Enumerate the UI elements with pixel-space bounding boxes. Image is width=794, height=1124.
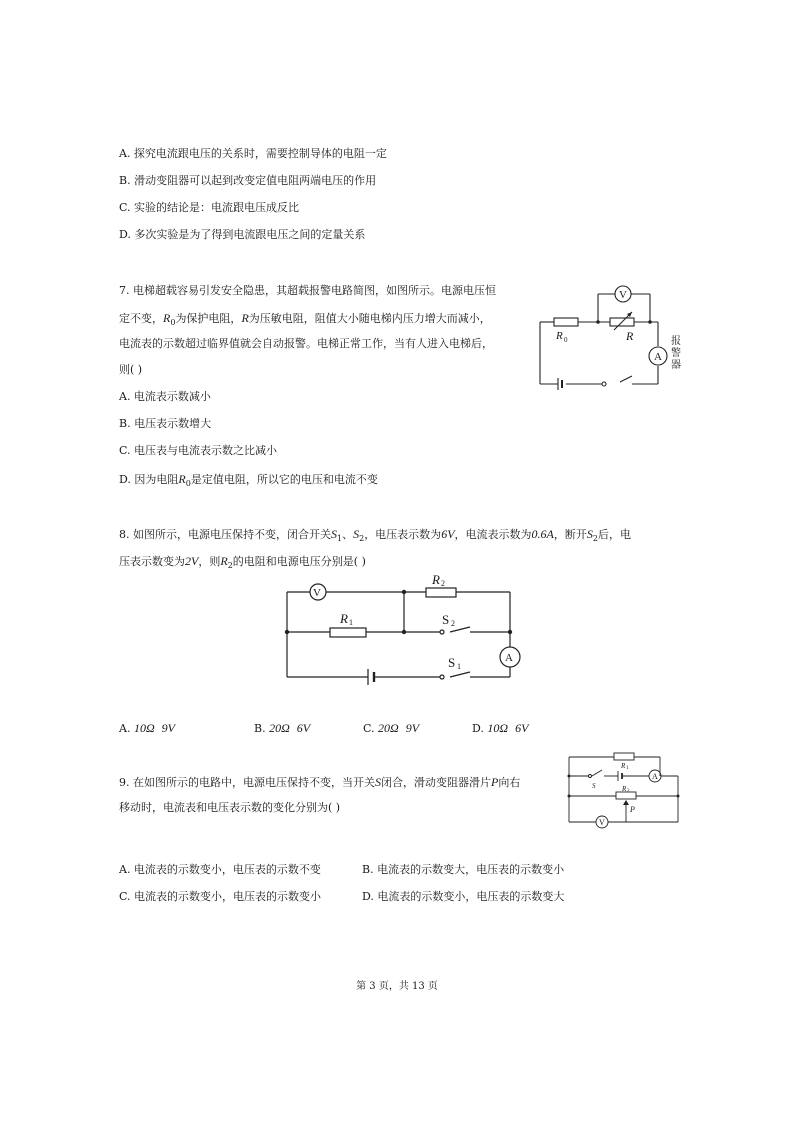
- q9-r2-sub: 2: [627, 789, 630, 794]
- q9-voltmeter-label: V: [599, 818, 605, 827]
- q9-r1-label: R: [621, 762, 626, 770]
- q6-option-d: D. 多次实验是为了得到电流跟电压之间的定量关系: [119, 228, 366, 241]
- q9-p-label: P: [630, 805, 635, 814]
- q9-stem-line2: 移动时，电流表和电压表示数的变化分别为( ): [119, 801, 341, 814]
- q8-option-a: A. 10Ω 9V: [119, 721, 175, 735]
- q8-option-c: C. 20Ω 9V: [363, 721, 420, 735]
- q7-alarm-char-1: 报: [671, 336, 681, 347]
- q8-voltmeter-label: V: [313, 587, 321, 599]
- q8-option-b: B. 20Ω 6V: [254, 721, 311, 735]
- q8-circuit-diagram: [280, 572, 530, 692]
- q8-option-d: D. 10Ω 6V: [472, 721, 529, 735]
- q8-r1-label: R: [340, 611, 348, 626]
- q6-option-b: B. 滑动变阻器可以起到改变定值电阻两端电压的作用: [119, 174, 377, 187]
- q8-s2-sub: 2: [451, 619, 455, 628]
- q7-r0-label: R: [556, 330, 563, 342]
- q7-r-label: R: [626, 329, 634, 343]
- q9-option-d: D. 电流表的示数变小，电压表的示数变大: [362, 890, 565, 903]
- q9-ammeter-label: A: [652, 772, 658, 781]
- q9-s-label: S: [592, 782, 596, 790]
- q8-stem-line2: 压表示数变为2V，则$R_2$的电阻和电源电压分别是( ): [119, 554, 366, 571]
- q7-stem-line1: 7. 电梯超载容易引发安全隐患，其超载报警电路简图，如图所示。电源电压恒: [119, 284, 496, 297]
- q9-option-b: B. 电流表的示数变大，电压表的示数变小: [362, 863, 565, 876]
- q7-option-d: D. 因为电阻$R_0$是定值电阻，所以它的电压和电流不变: [119, 472, 378, 489]
- q8-r2-label: R: [432, 572, 440, 587]
- page-footer: 第 3 页，共 13 页: [356, 981, 438, 992]
- q8-stem-line1: 8. 如图所示，电源电压保持不变，闭合开关$S_1$、$S_2$，电压表示数为6V，电流表示数为0.6A，断开$S_2$后，电: [119, 527, 631, 544]
- q8-s1-sub: 1: [457, 662, 461, 671]
- q9-option-c: C. 电流表的示数变小，电压表的示数变小: [119, 890, 322, 903]
- q7-option-c: C. 电压表与电流表示数之比减小: [119, 444, 278, 457]
- q7-ammeter-label: A: [654, 351, 662, 363]
- q7-alarm-char-2: 警: [671, 348, 681, 359]
- q7-voltmeter-label: V: [619, 289, 627, 301]
- q7-alarm-char-3: 器: [671, 360, 681, 371]
- q7-option-b: B. 电压表示数增大: [119, 417, 212, 430]
- q7-circuit-diagram: [530, 278, 690, 394]
- q6-option-a: A. 探究电流跟电压的关系时，需要控制导体的电阻一定: [119, 147, 387, 160]
- q9-r1-sub: 1: [626, 766, 629, 771]
- q9-stem-line1: 9. 在如图所示的电路中，电源电压保持不变，当开关S闭合，滑动变阻器滑片P向右: [119, 775, 521, 789]
- q7-stem-line2: 定不变，$R_0$为保护电阻，R为压敏电阻，阻值大小随电梯内压力增大而减小，: [119, 311, 491, 328]
- q9-option-a: A. 电流表的示数变小，电压表的示数不变: [119, 863, 321, 876]
- q9-r2-label: R: [622, 785, 627, 793]
- q8-r2-sub: 2: [441, 579, 445, 588]
- q7-option-a: A. 电流表示数减小: [119, 390, 211, 403]
- q9-circuit-diagram: [564, 748, 684, 826]
- q6-option-c: C. 实验的结论是：电流跟电压成反比: [119, 201, 300, 214]
- q7-stem-line4: 则( ): [119, 363, 143, 376]
- q8-r1-sub: 1: [349, 618, 353, 627]
- q8-s1-label: S: [448, 655, 456, 670]
- q8-s2-label: S: [442, 612, 450, 627]
- q7-r0-sub: 0: [564, 336, 568, 344]
- q8-ammeter-label: A: [505, 652, 513, 664]
- q7-stem-line3: 电流表的示数超过临界值就会自动报警。电梯正常工作，当有人进入电梯后，: [119, 337, 493, 350]
